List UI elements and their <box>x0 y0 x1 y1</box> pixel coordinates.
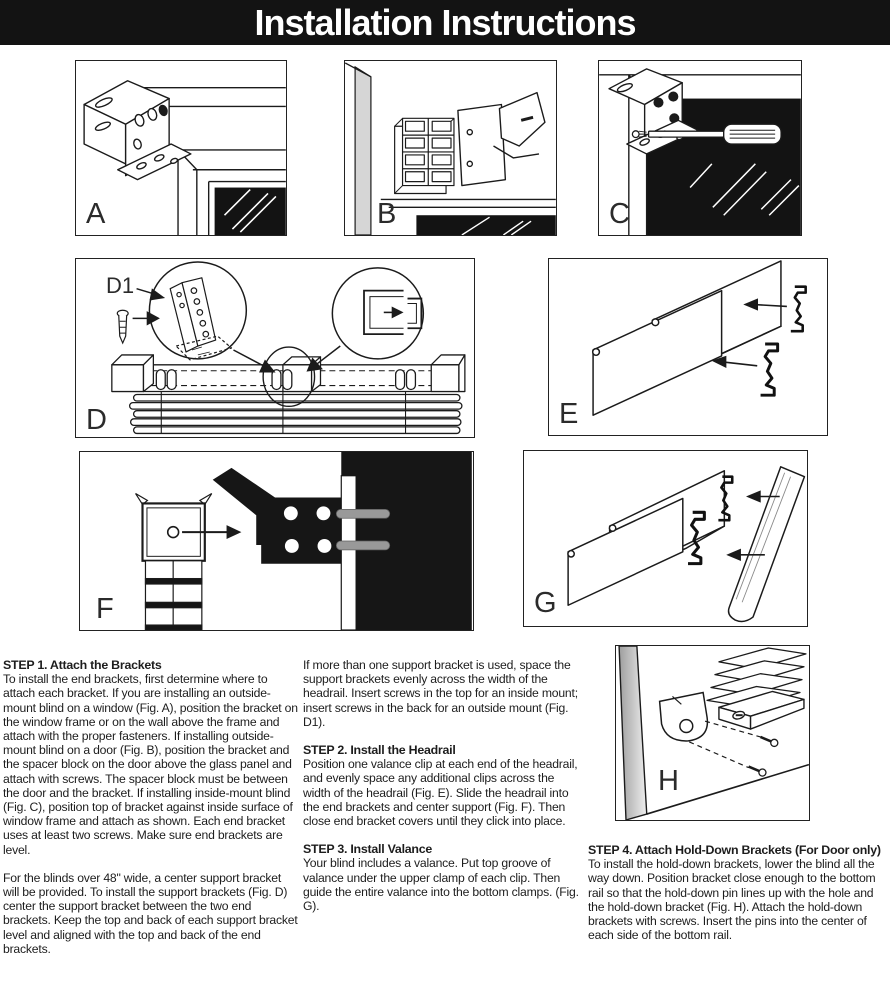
instructions-column-1 <box>3 658 299 970</box>
title-bar <box>0 0 890 45</box>
step1-heading: STEP 1. Attach the Brackets <box>3 658 162 672</box>
figure-d1-label: D1 <box>106 273 135 298</box>
fig-g-install-valance-illustration <box>524 451 807 626</box>
door-edge <box>619 646 647 820</box>
instructions-column-2 <box>303 658 583 927</box>
fig-e-headrail-clips-illustration <box>549 259 827 435</box>
bracket-with-open-cover <box>458 93 545 186</box>
fig-a-outside-mount-window-illustration <box>76 61 286 235</box>
step3-paragraph: Your blind includes a valance. Put top groove of valance under the upper clamp of each clip. Then guide the entire valance into the bottom clamps. (Fig. G). <box>303 856 579 914</box>
slide-arrowhead <box>227 525 242 539</box>
step2-heading: STEP 2. Install the Headrail <box>303 743 456 758</box>
page-title: Installation Instructions <box>254 1 636 43</box>
step1-paragraph-1: To install the end brackets, first determine where to attach each bracket. If you are installing an outside-mount blind on a window (Fig. A), position the bracket on the window frame or on the wall above the frame and attach with the proper fasteners. If installing outside-mount blind on a door (Fig. B), position the bracket and the spacer block on the door above the glass panel and attach with screws. The spacer block must be between the door and the bracket. If installing inside-mount blind (Fig. C), position top of bracket against inside surface of window frame and attach as shown. Each end bracket uses at least two screws. Make sure end brackets are level. <box>3 672 298 857</box>
fig-f-slide-headrail-illustration <box>80 452 473 630</box>
step3-heading: STEP 3. Install Valance <box>303 842 433 857</box>
headrail-channel <box>593 261 781 415</box>
door-edge-strip <box>341 476 356 630</box>
figure-a-label: A <box>86 198 106 230</box>
fig-h-hold-down-bracket-illustration <box>616 646 809 820</box>
door-glass-panel <box>416 215 555 235</box>
slat-stack <box>145 561 201 630</box>
figure-h-label: H <box>658 765 679 797</box>
figure-c-label: C <box>609 198 630 230</box>
figure-a-panel <box>75 60 287 236</box>
blind-slats <box>130 394 462 433</box>
step2-paragraph: Position one valance clip at each end of the headrail, and evenly space any additional clips across the width of the headrail (Fig. E). Slide the headrail into the end brackets and center support (Fig. F). Then close end bracket covers until they click into place. <box>303 757 578 829</box>
figure-b-label: B <box>377 198 397 230</box>
step1-paragraph-3: If more than one support bracket is used, space the support brackets evenly across the width of the headrail. Insert screws in the top for an inside mount; insert screws in the back for an outside mount (Fig. D1). <box>303 658 578 729</box>
end-and-center-brackets <box>112 355 465 392</box>
step4-paragraph: To install the hold-down brackets, lower the blind all the way down. Position bracket close enough to the bottom rail so that the hold-down pin lines up with the hole and the hold-down bracket (Fig. H). Attach the hold-down brackets with screws. Insert the pins into the center of each side of the bottom rail. <box>588 857 876 943</box>
figure-d-panel <box>75 258 475 438</box>
mounting-detail-circle <box>332 268 423 359</box>
figure-h-panel <box>615 645 810 821</box>
figure-e-label: E <box>559 398 579 430</box>
figure-f-label: F <box>96 593 114 625</box>
step4-heading: STEP 4. Attach Hold-Down Brackets (For Door only) <box>588 843 881 857</box>
end-bracket <box>84 81 191 180</box>
step1-paragraph-2: For the blinds over 48" wide, a center support bracket will be provided. To install the support brackets (Fig. D) center the support bracket between the two end brackets. Keep the top and back of each support bracket level and aligned with the top and back of the end brackets. <box>3 870 298 956</box>
figure-f-panel <box>79 451 474 631</box>
figure-g-panel <box>523 450 808 627</box>
hold-down-bracket <box>660 692 708 740</box>
headrail-end-view <box>136 494 212 561</box>
figure-e-panel <box>548 258 828 436</box>
figure-b-panel <box>344 60 557 236</box>
screw-icon <box>117 310 128 343</box>
screws <box>749 737 778 776</box>
door-edge <box>355 67 371 235</box>
figure-c-panel <box>598 60 802 236</box>
instructions-column-3 <box>588 843 890 956</box>
figure-g-label: G <box>534 587 557 619</box>
fig-d-support-bracket-illustration <box>76 259 474 437</box>
headrail-channel <box>568 471 724 605</box>
valance-board <box>729 467 805 622</box>
figure-d-label: D <box>86 404 107 436</box>
spacer-block <box>395 118 454 193</box>
